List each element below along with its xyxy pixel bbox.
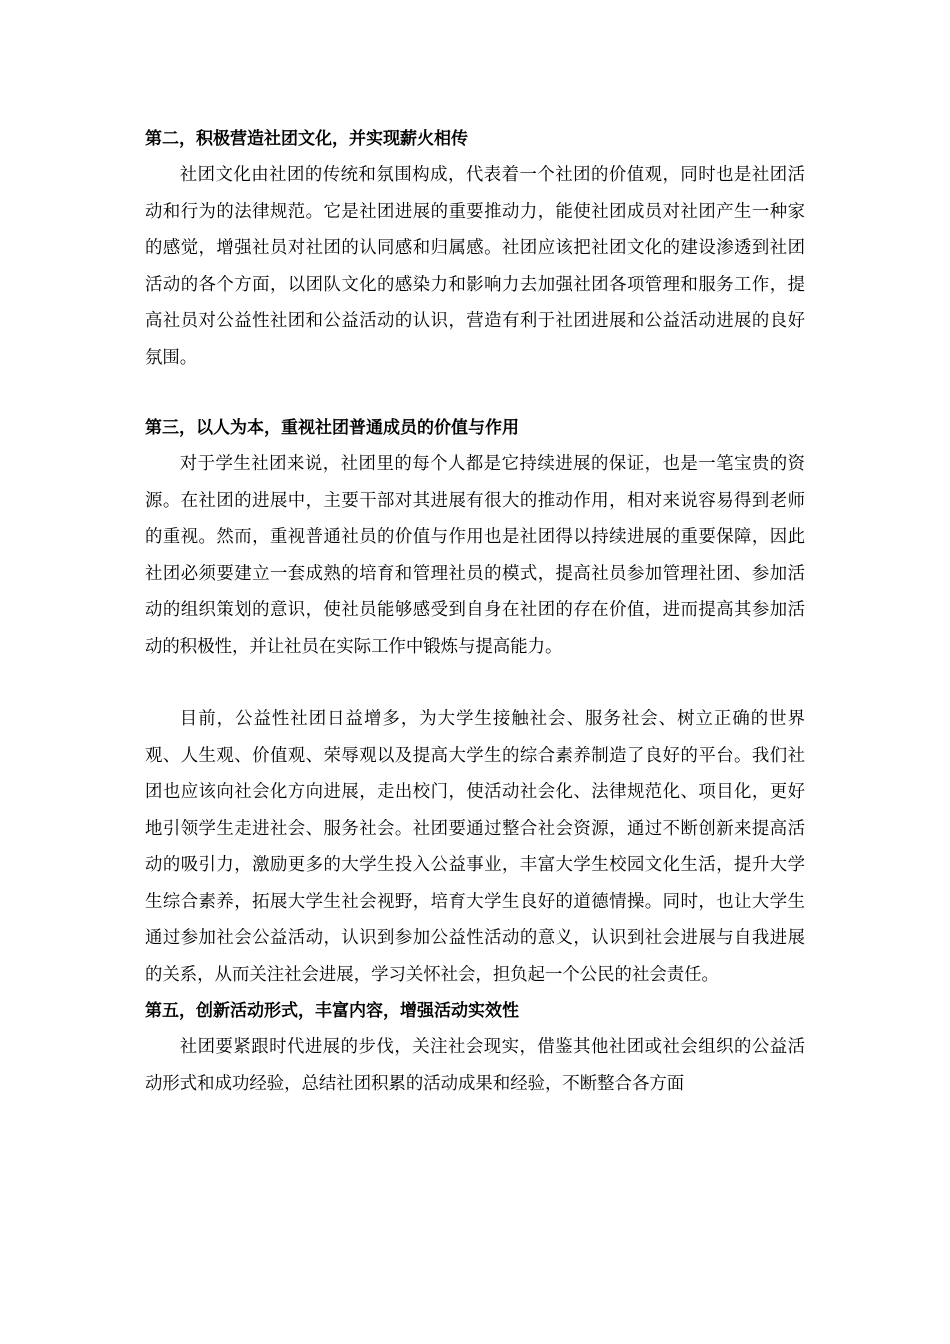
section-paragraph-3: 对于学生社团来说，社团里的每个人都是它持续进展的保证，也是一笔宝贵的资源。在社团的进展中，主要干部对其进展有很大的推动作用，相对来说容易得到老师的重视。然而，重视普通社员的价值与作用也是社团得以持续进展的重要保障，因此社团必须要建立一套成熟的培育和管理社员的模式，提高社员参加管理社团、参加活动的组织策划的意识，使社员能够感受到自身在社团的存在价值，进而提高其参加活动的积极性，并让社员在实际工作中锻炼与提高能力。 xyxy=(145,454,805,657)
section-paragraph-2: 社团文化由社团的传统和氛围构成，代表着一个社团的价值观，同时也是社团活动和行为的法律规范。它是社团进展的重要推动力，能使社团成员对社团产生一种家的感觉，增强社员对社团的认同感和归属感。社团应该把社团文化的建设渗透到社团活动的各个方面，以团队文化的感染力和影响力去加强社团各项管理和服务工作，提高社员对公益性社团和公益活动的认识，营造有利于社团进展和公益活动进展的良好氛围。 xyxy=(145,165,805,368)
section-paragraph-4: 目前，公益性社团日益增多，为大学生接触社会、服务社会、树立正确的世界观、人生观、价值观、荣辱观以及提高大学生的综合素养制造了良好的平台。我们社团也应该向社会化方向进展，走出校门，使活动社会化、法律规范化、项目化，更好地引领学生走进社会、服务社会。社团要通过整合社会资源，通过不断创新来提高活动的吸引力，激励更多的大学生投入公益事业，丰富大学生校园文化生活，提升大学生综合素养，拓展大学生社会视野，培育大学生良好的道德情操。同时，也让大学生通过参加社会公益活动，认识到参加公益性活动的意义，认识到社会进展与自我进展的关系，从而关注社会进展，学习关怀社会，担负起一个公民的社会责任。 xyxy=(145,709,805,985)
paragraph-gap xyxy=(145,376,805,410)
section-heading-2: 第二，积极营造社团文化，并实现薪火相传 xyxy=(145,129,468,149)
section-heading-5: 第五，创新活动形式，丰富内容，增强活动实效性 xyxy=(145,1001,519,1021)
paragraph-gap xyxy=(145,665,805,701)
document-page xyxy=(145,121,805,1102)
section-paragraph-5: 社团要紧跟时代进展的步伐，关注社会现实，借鉴其他社团或社会组织的公益活动形式和成功经验，总结社团积累的活动成果和经验，不断整合各方面 xyxy=(145,1037,805,1094)
section-heading-3: 第三，以人为本，重视社团普通成员的价值与作用 xyxy=(145,418,519,438)
